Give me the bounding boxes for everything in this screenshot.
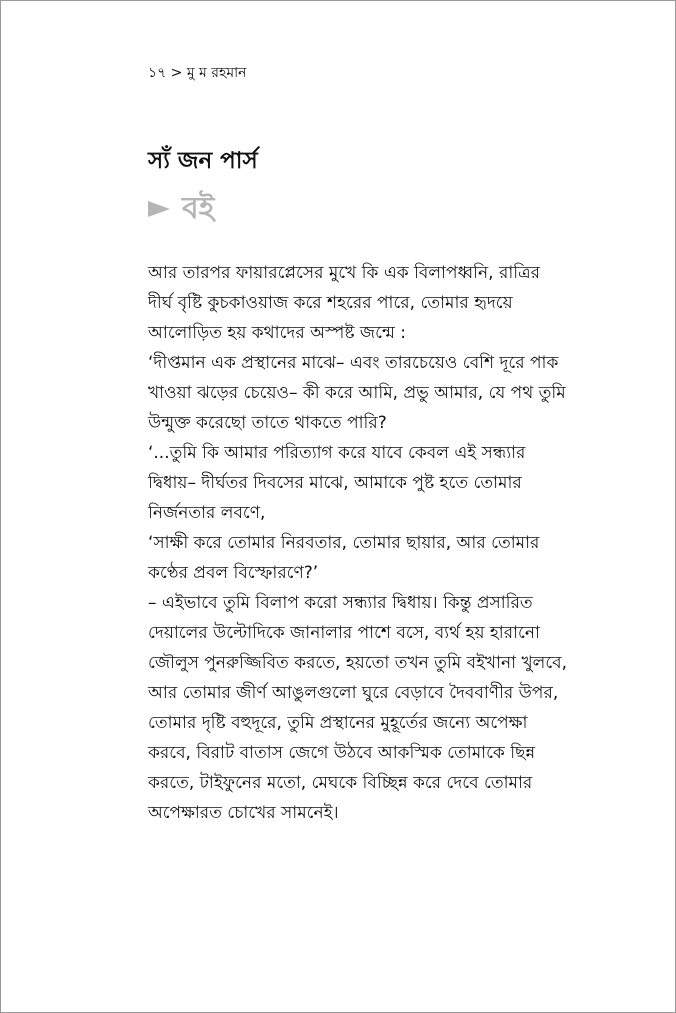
poem-line: উন্মুক্ত করেছো তাতে থাকতে পারি? bbox=[148, 413, 387, 433]
section-tag bbox=[148, 190, 214, 228]
poem-line: খাওয়া ঝড়ের চেয়েও– কী করে আমি, প্রভু আমার, যে পথ তুমি bbox=[148, 383, 566, 403]
poem-line: করতে, টাইফুনের মতো, মেঘকে বিচ্ছিন্ন করে দেবে তোমার bbox=[148, 773, 533, 793]
poem-line: তোমার দৃষ্টি বহুদূরে, তুমি প্রস্থানের মুহূর্তের জন্যে অপেক্ষা bbox=[148, 713, 528, 733]
triangle-arrow-icon bbox=[148, 201, 170, 217]
poem-line: ‘...তুমি কি আমার পরিত্যাগ করে যাবে কেবল এই সন্ধ্যার bbox=[148, 443, 526, 463]
poem-line: করবে, বিরাট বাতাস জেগে উঠবে আকস্মিক তোমাকে ছিন্ন bbox=[148, 743, 536, 763]
poem-line: দীর্ঘ বৃষ্টি কুচকাওয়াজ করে শহরের পারে, তোমার হৃদয়ে bbox=[148, 293, 513, 313]
poem-line: দ্বিধায়– দীর্ঘতর দিবসের মাঝে, আমাকে পুষ্ট হতে তোমার bbox=[148, 473, 522, 493]
poem-line: আর তারপর ফায়ারপ্লেসের মুখে কি এক বিলাপধ্বনি, রাত্রির bbox=[148, 263, 540, 283]
section-label: বই bbox=[182, 191, 215, 226]
poem-line: আলোড়িত হয় কথাদের অস্পষ্ট জন্মে : bbox=[148, 323, 406, 343]
poem-line: দেয়ালের উল্টোদিকে জানালার পাশে বসে, ব্যর্থ হয় হারানো bbox=[148, 623, 540, 643]
poem-body bbox=[148, 258, 588, 828]
poem-line: জৌলুস পুনরুজ্জিবিত করতে, হয়তো তখন তুমি বইখানা খুলবে, bbox=[148, 653, 568, 673]
poem-line: ‘সাক্ষী করে তোমার নিরবতার, তোমার ছায়ার, আর তোমার bbox=[148, 533, 540, 553]
running-header: ১৭ > মু ম রহমান bbox=[148, 65, 247, 81]
chapter-title: স্যঁ জন পার্স bbox=[148, 148, 258, 174]
poem-line: – এইভাবে তুমি বিলাপ করো সন্ধ্যার দ্বিধায়। কিন্তু প্রসারিত bbox=[148, 593, 533, 613]
poem-line: কণ্ঠের প্রবল বিস্ফোরণে?’ bbox=[148, 563, 319, 583]
poem-line: আর তোমার জীর্ণ আঙুলগুলো ঘুরে বেড়াবে দৈববাণীর উপর, bbox=[148, 683, 559, 703]
poem-line: অপেক্ষারত চোখের সামনেই। bbox=[148, 803, 339, 823]
poem-line: নির্জনতার লবণে, bbox=[148, 503, 266, 523]
poem-line: ‘দীপ্তমান এক প্রস্থানের মাঝে– এবং তারচেয়েও বেশি দূরে পাক bbox=[148, 353, 559, 373]
